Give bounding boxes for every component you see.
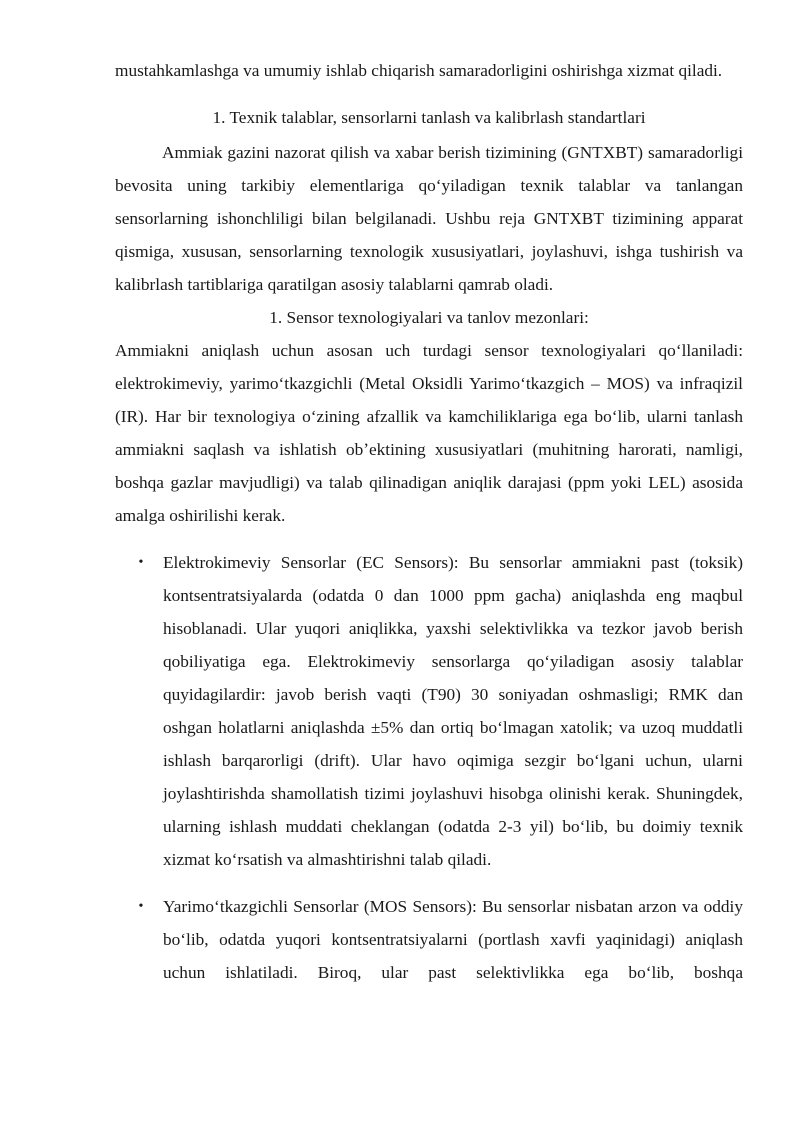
subsection-paragraph: Ammiakni aniqlash uchun asosan uch turdagi sensor texnologiyalari qoʻllaniladi: elektrokimeviy, yarimoʻtkazgichli (Metal Oksidli Yarimoʻtkazgich – MOS) va infraqizil (IR). Har bir texnologiya oʻzining afzallik va kamchiliklariga ega boʻlib, ularni tanlash ammiakni saqlash va ishlatish obʼektining xususiyatlari (muhitning harorati, namligi, boshqa gazlar mavjudligi) va talab qilinadigan aniqlik darajasi (ppm yoki LEL) asosida amalga oshirilishi kerak. [115,341,743,525]
section-paragraph: Ammiak gazini nazorat qilish va xabar berish tizimining (GNTXBT) samaradorligi bevosita uning tarkibiy elementlariga qoʻyiladigan texnik talablar va tanlangan sensorlarning ishonchliligi bilan belgilanadi. Ushbu reja GNTXBT tizimining apparat qismiga, xususan, sensorlarning texnologik xususiyatlari, joylashuvi, ishga tushirish va kalibrlash tartiblariga qaratilgan asosiy talablarni qamrab oladi. [115,143,743,294]
section-heading: 1. Texnik talablar, sensorlarni tanlash va kalibrlash standartlari [212,108,646,127]
bullet-text: Yarimoʻtkazgichli Sensorlar (MOS Sensors): Bu sensorlar nisbatan arzon va oddiy boʻlib, odatda yuqori kontsentratsiyalarni (portlash xavfi yaqinidagi) aniqlash uchun ishlatiladi. Biroq, ular past selektivlikka ega boʻlib, boshqa [163,897,743,982]
bullet-icon: • [138,555,144,570]
document-body [115,54,743,1003]
sensor-bullet-list [115,546,743,989]
subsection-heading: 1. Sensor texnologiyalari va tanlov mezonlari: [269,308,589,327]
intro-continuation-paragraph: mustahkamlashga va umumiy ishlab chiqarish samaradorligini oshirishga xizmat qiladi. [115,61,723,80]
bullet-item-semiconductor [115,890,743,989]
bullet-text: Elektrokimeviy Sensorlar (EC Sensors): Bu sensorlar ammiakni past (toksik) kontsentratsiyalarda (odatda 0 dan 1000 ppm gacha) aniqlashda eng maqbul hisoblanadi. Ular yuqori aniqlikka, yaxshi selektivlikka va tezkor javob berish qobiliyatiga ega. Elektrokimeviy sensorlarga qoʻyiladigan asosiy talablar quyidagilardir: javob berish vaqti (T90) 30 soniyadan oshmasligi; RMK dan oshgan holatlarni aniqlashda ±5% dan ortiq boʻlmagan xatolik; va uzoq muddatli ishlash barqarorligi (drift). Ular havo oqimiga sezgir boʻlgani uchun, ularni joylashtirishda shamollatish tizimi joylashuvi hisobga olinishi kerak. Shuningdek, ularning ishlash muddati cheklangan (odatda 2-3 yil) boʻlib, bu doimiy texnik xizmat koʻrsatish va almashtirishni talab qiladi. [163,553,743,869]
bullet-item-electrochemical [115,546,743,876]
bullet-icon: • [138,899,144,914]
